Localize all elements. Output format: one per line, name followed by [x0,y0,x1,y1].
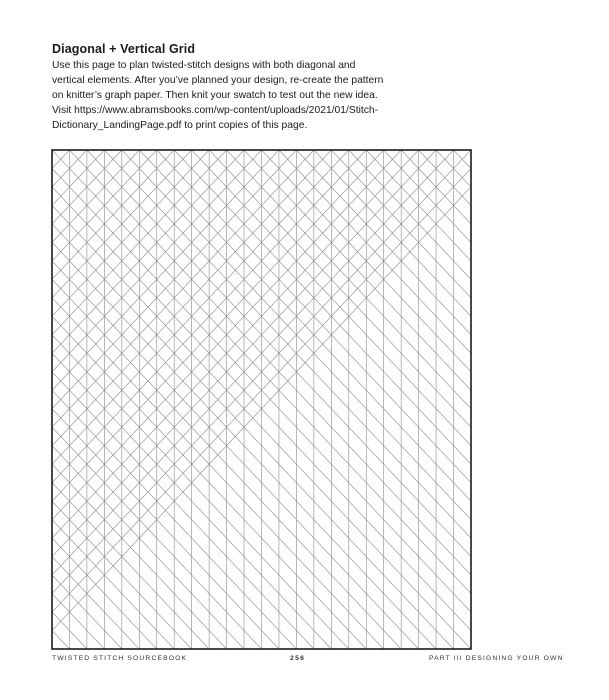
intro-line: Visit https://www.abramsbooks.com/wp-content/uploads/2021/01/Stitch- [52,105,379,117]
grid-diagonal-line [209,150,472,649]
intro-line: vertical elements. After you’ve planned your design, re-create the pattern [52,75,384,87]
grid-diagonal-line [51,150,104,649]
grid-diagonal-line [139,150,472,649]
grid-diagonal-line [51,150,244,649]
grid-diagonal-line [51,150,419,649]
grid-diagonal-line [331,150,472,649]
grid-diagonal-line [51,150,69,649]
grid-diagonal-line [454,150,472,649]
diagonal-vertical-grid [51,149,472,650]
grid-diagonal-line [51,150,244,649]
page-heading: Diagonal + Vertical Grid [52,42,196,56]
intro-line: Use this page to plan twisted-stitch designs with both diagonal and [52,60,356,71]
grid-diagonal-line [51,150,104,649]
grid-diagonal-line [279,150,472,649]
intro-line: Dictionary_LandingPage.pdf to print copies of this page. [52,120,308,132]
grid-diagonal-line [384,150,472,649]
footer-page-number: 256 [290,655,306,662]
grid-diagonal-line [314,150,472,649]
grid-diagonal-line [51,150,419,649]
grid-diagonal-line [51,150,454,649]
grid-diagonal-line [51,150,384,649]
intro-paragraph [52,58,392,133]
grid-diagonal-line [51,150,454,649]
grid-diagonal-line [51,150,314,649]
footer-book-title: TWISTED STITCH SOURCEBOOK [52,655,188,662]
grid-diagonal-line [51,150,209,649]
grid-diagonal-line [419,150,472,649]
grid-diagonal-line [51,150,314,649]
grid-diagonal-line [51,150,139,649]
grid-drawing [51,149,472,650]
intro-line: on knitter’s graph paper. Then knit your swatch to test out the new idea. [52,90,378,102]
grid-diagonal-line [104,150,472,649]
grid-diagonal-line [69,150,472,649]
grid-diagonal-line [51,150,384,649]
grid-diagonal-line [51,150,209,649]
grid-diagonal-line [51,150,139,649]
footer-section: PART III DESIGNING YOUR OWN [429,655,564,662]
grid-diagonal-line [51,150,69,649]
